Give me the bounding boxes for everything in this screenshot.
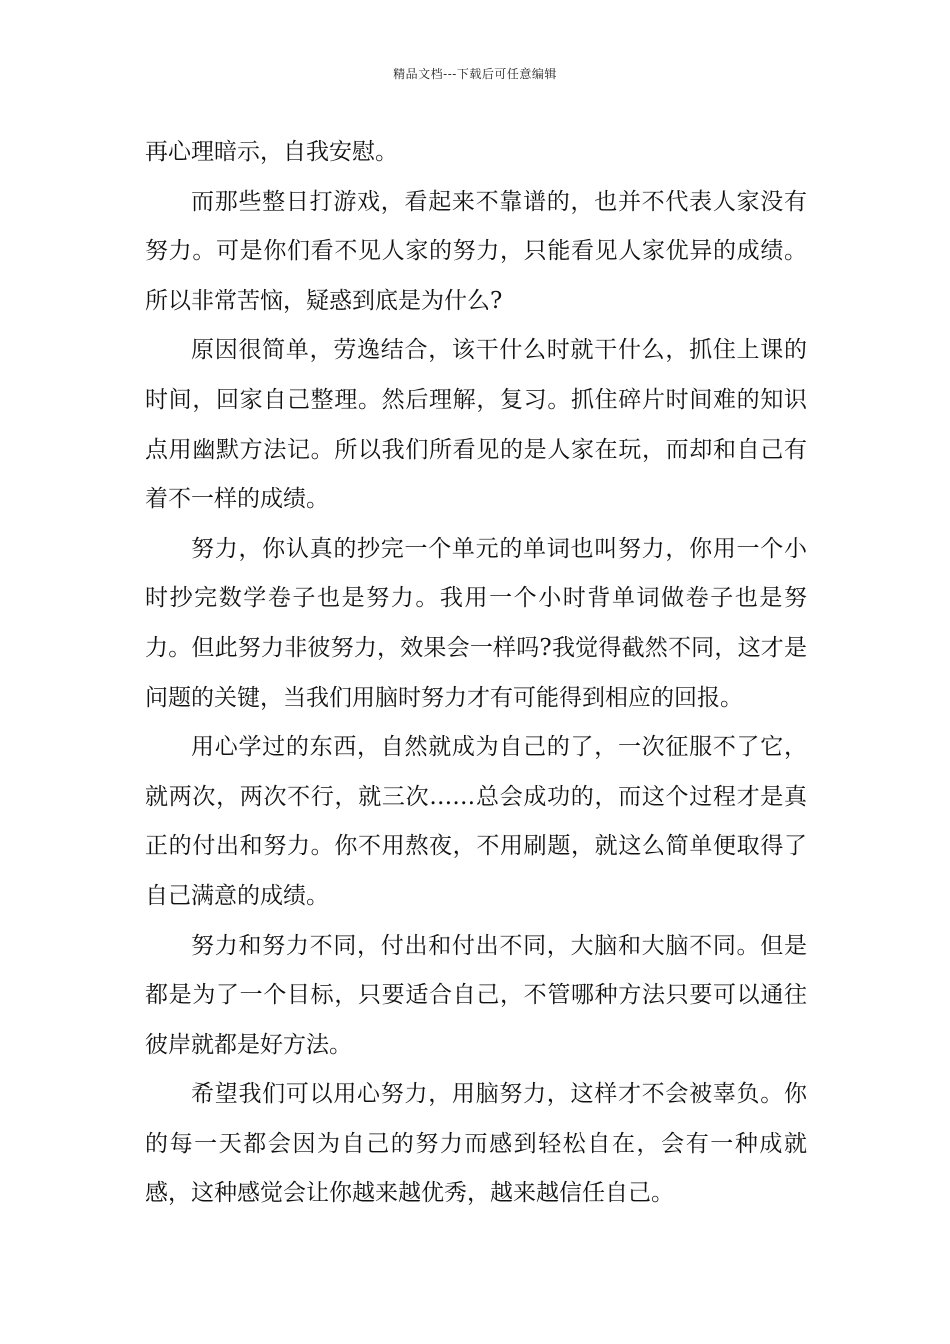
paragraph-7: 希望我们可以用心努力，用脑努力，这样才不会被辜负。你的每一天都会因为自己的努力而感到轻松自在，会有一种成就感，这种感觉会让你越来越优秀，越来越信任自己。 [145,1081,807,1207]
paragraph-4: 努力，你认真的抄完一个单元的单词也叫努力，你用一个小时抄完数学卷子也是努力。我用一个小时背单词做卷子也是努力。但此努力非彼努力，效果会一样吗?我觉得截然不同，这才是问题的关键，当我们用脑时努力才有可能得到相应的回报。 [145,535,807,711]
paragraph-5: 用心学过的东西，自然就成为自己的了，一次征服不了它，就两次，两次不行，就三次……总会成功的，而这个过程才是真正的付出和努力。你不用熬夜，不用刷题，就这么简单便取得了自己满意的成绩。 [145,734,807,909]
page-header: 精品文档---下载后可任意编辑 [393,67,557,81]
paragraph-1: 再心理暗示，自我安慰。 [145,139,398,165]
document-body [145,128,807,1219]
paragraph-3: 原因很简单，劳逸结合，该干什么时就干什么，抓住上课的时间，回家自己整理。然后理解，复习。抓住碎片时间难的知识点用幽默方法记。所以我们所看见的是人家在玩，而却和自己有着不一样的成绩。 [145,337,807,513]
paragraph-6: 努力和努力不同，付出和付出不同，大脑和大脑不同。但是都是为了一个目标，只要适合自己，不管哪种方法只要可以通往彼岸就都是好方法。 [145,932,807,1058]
paragraph-2: 而那些整日打游戏，看起来不靠谱的，也并不代表人家没有努力。可是你们看不见人家的努力，只能看见人家优异的成绩。所以非常苦恼，疑惑到底是为什么? [145,188,807,314]
